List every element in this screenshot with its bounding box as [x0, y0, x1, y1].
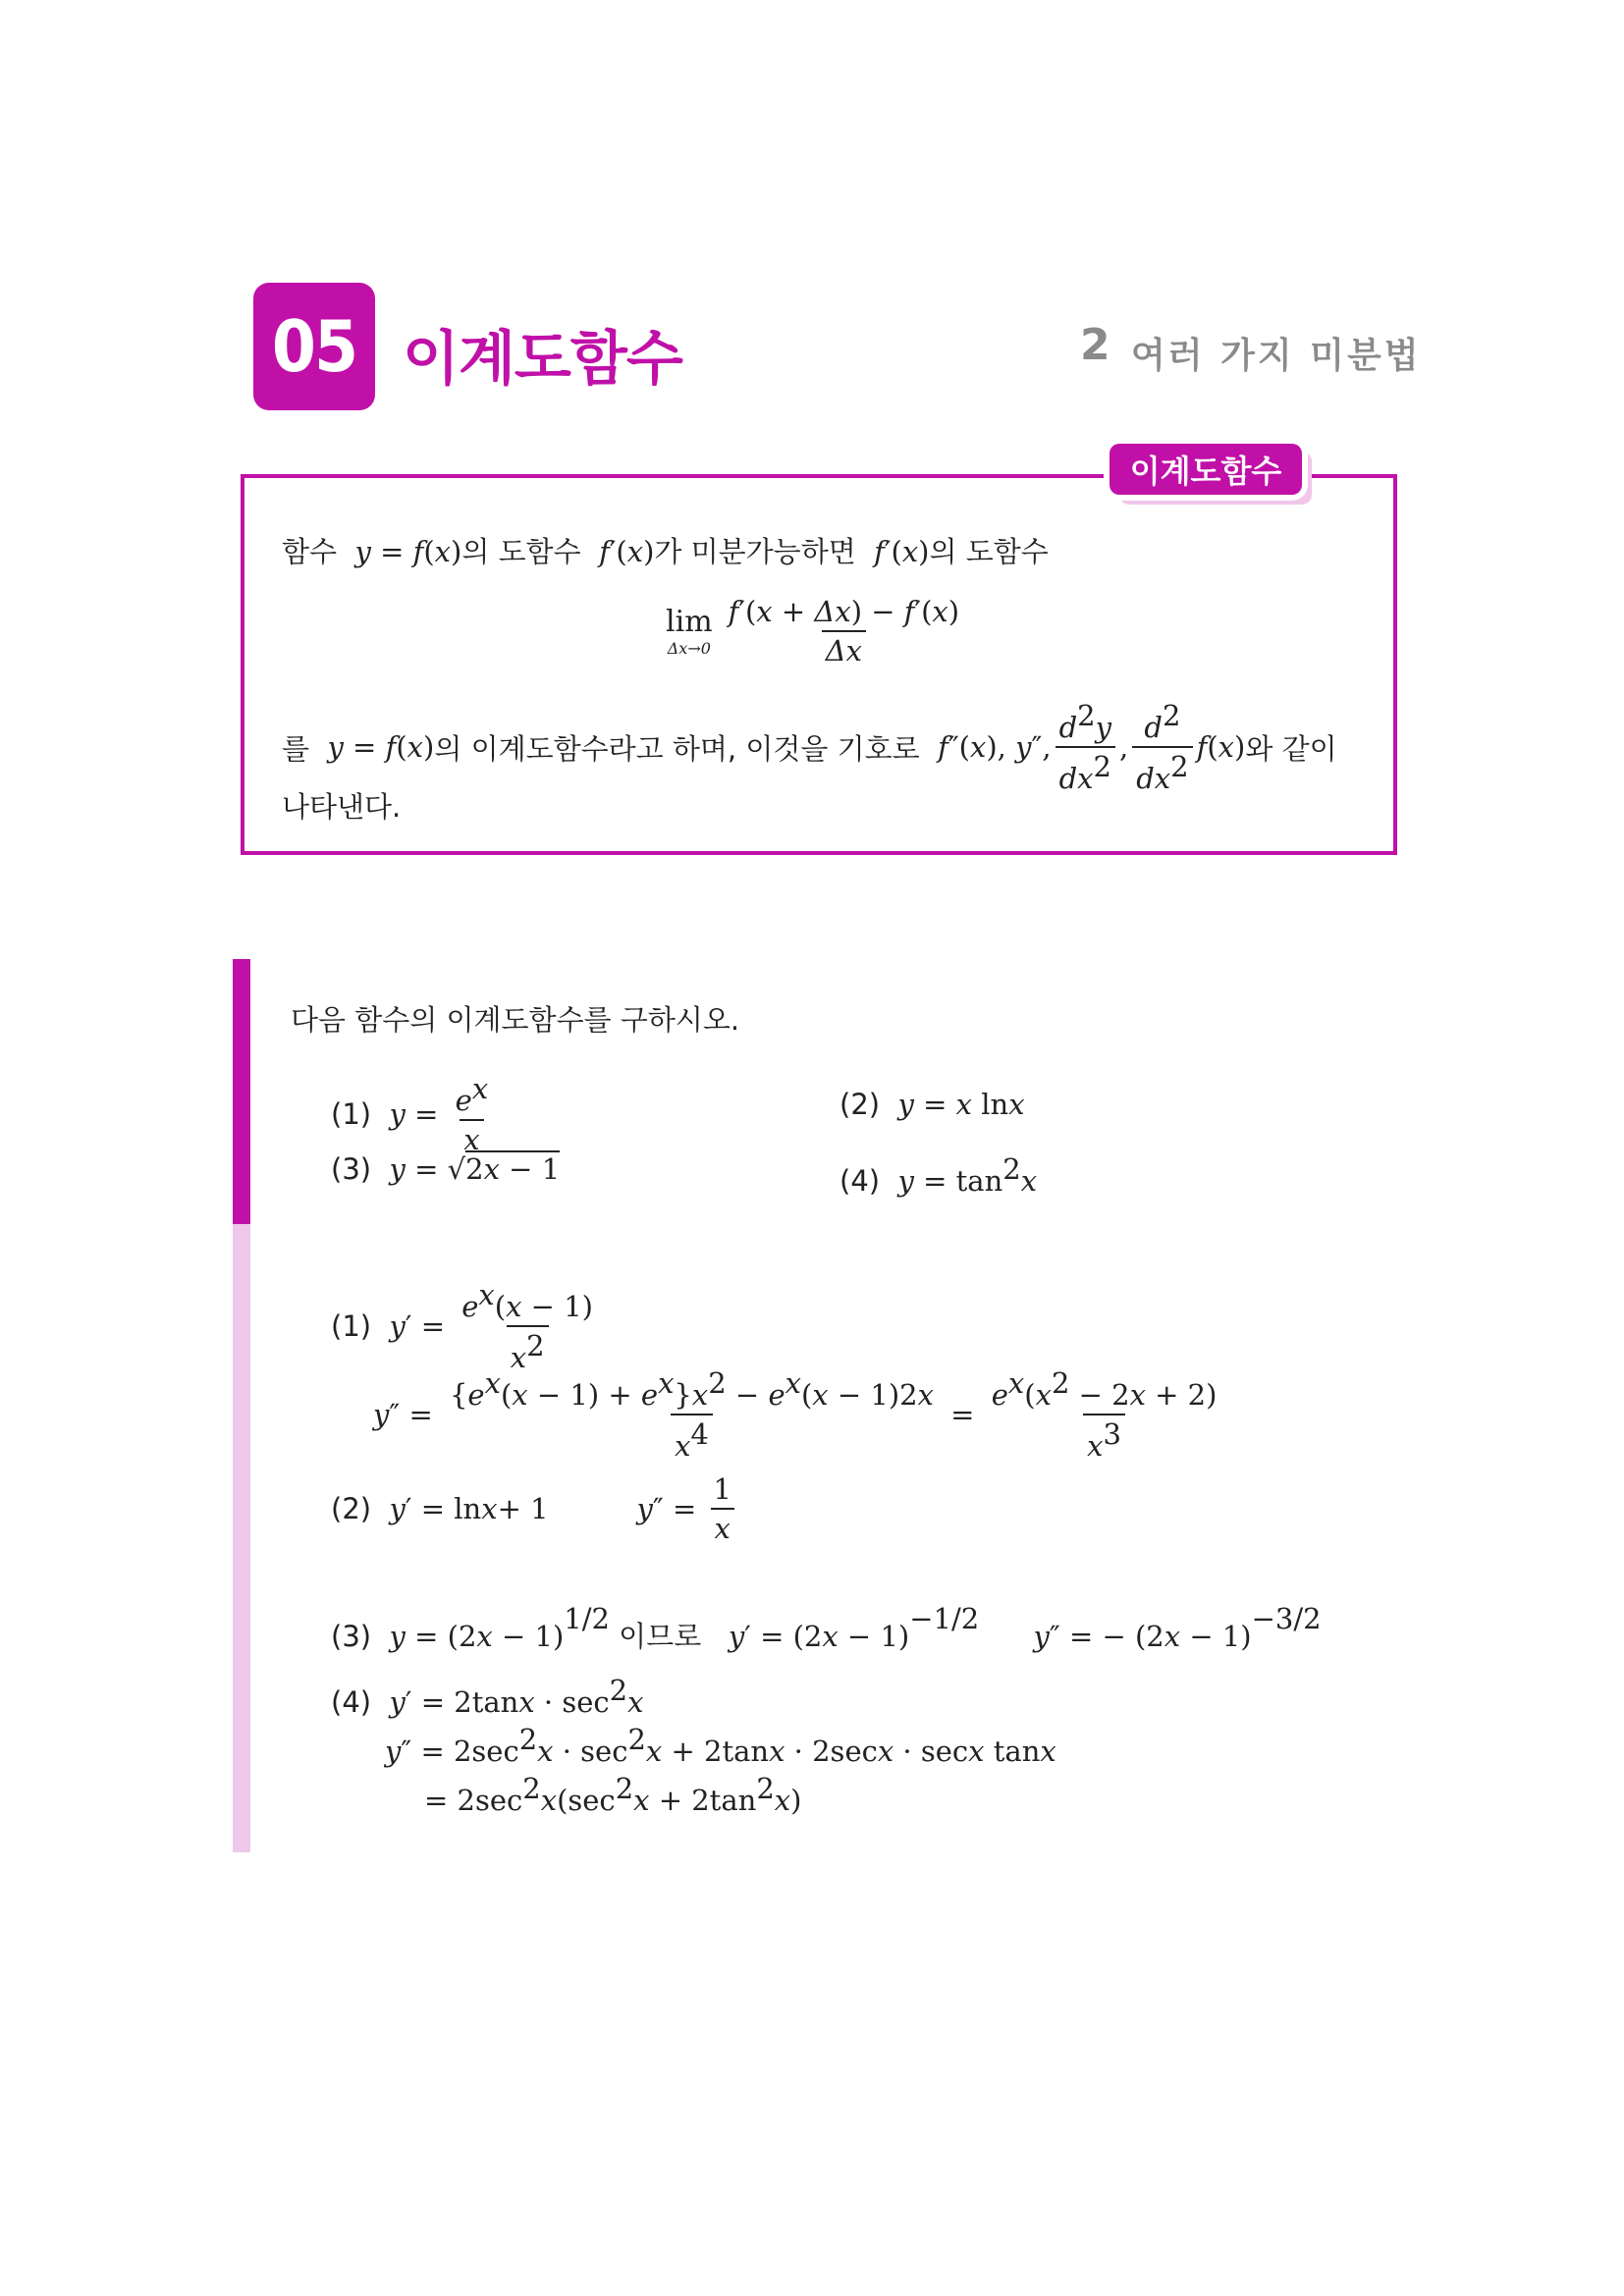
chapter-title: 여러 가지 미분법 — [1131, 336, 1422, 376]
solution-4a: (4) $y' = 2\tan x \cdot \sec^2x$ — [331, 1674, 644, 1719]
problem-item-4: (4) $y = \tan^2x$ — [839, 1152, 1038, 1198]
solution-1a: (1) y ′ = $\frac{e^x(x - 1)}{x^2}$ — [331, 1278, 593, 1374]
problem-item-1: (1) y = $\frac{e^x}{x}$ — [331, 1072, 489, 1156]
problem-item-2: (2) y = x lnx — [839, 1088, 1025, 1121]
definition-line-4: 나타낸다. — [282, 790, 402, 824]
solution-2: (2) y ′ = ln x + 1 y ″ = $\frac{1}{x}$ — [331, 1472, 739, 1545]
solution-1b: y ″ = $\frac{\{e^x(x - 1) + e^x\}x^2 - e^x(x - 1)2x}{x^4}$ = $\frac{e^x(x^2 - 2x + 2)}{x^3}$ — [373, 1366, 1218, 1463]
definition-line-3: 를 y = f ( x ) 의 이계도함수라고 하며, 이것을 기호로 f ″( x ), y ″, $\frac{d^2y}{dx^2}$ , $\frac{d^2}{dx^2}$ f ( x ) 와 같이 — [282, 699, 1337, 795]
solution-4c: = $2\sec^2x(\sec^2x + 2\tan^2x)$ — [424, 1772, 802, 1817]
solution-bar — [233, 1224, 250, 1852]
definition-tag: 이계도함수 — [1110, 444, 1302, 495]
problem-instruction: 다음 함수의 이계도함수를 구하시오. — [291, 1003, 740, 1037]
definition-limit: lim Δx→0 $\frac{f'(x + \Delta x) - f'(x)}{\Delta x}$ — [666, 595, 960, 667]
chapter-number: 2 — [1080, 320, 1110, 370]
problem-item-3: (3) y = √2x − 1 — [331, 1152, 561, 1186]
definition-line-1: 함수 y = f(x)의 도함수 f′(x)가 미분가능하면 f′(x)의 도함수 — [282, 535, 1049, 568]
solution-3: (3) $y = (2x - 1)^{1/2}$ 이므로 $y' = (2x - 1)^{-1/2}$ y″ = − $(2x - 1)^{-3/2}$ — [331, 1602, 1322, 1653]
section-title: 이계도함수 — [403, 325, 682, 394]
section-number-badge: 05 — [253, 283, 375, 410]
problem-bar — [233, 959, 250, 1224]
solution-4b: $y'' = 2\sec^2x \cdot \sec^2x + 2\tan x \cdot 2\sec x \cdot \sec x$ tanx — [385, 1723, 1056, 1768]
